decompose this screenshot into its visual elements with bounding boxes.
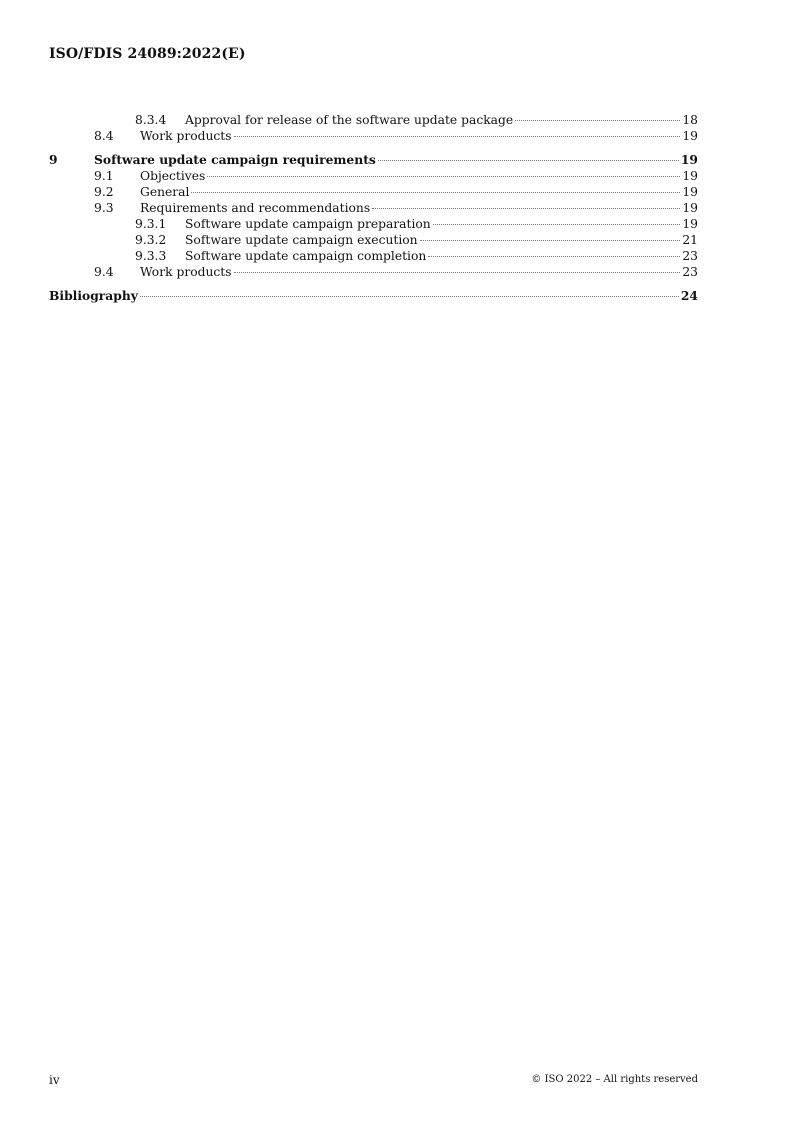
toc-dot-leader <box>378 160 679 161</box>
toc-dot-leader <box>420 240 681 241</box>
toc-entry-number: 9.4 <box>94 265 114 279</box>
toc-entry-9-4[interactable] <box>49 264 698 280</box>
toc-dot-leader <box>428 256 680 257</box>
toc-entry-page: 19 <box>682 217 698 231</box>
toc-entry-9-3-2[interactable] <box>49 232 698 248</box>
toc-entry-title: Approval for release of the software update package <box>185 113 514 127</box>
toc-entry-page: 19 <box>682 169 698 183</box>
toc-entry-title: Software update campaign preparation <box>185 217 431 231</box>
document-id: ISO/FDIS 24089:2022(E) <box>49 46 246 62</box>
toc-entry-number: 9.3.3 <box>135 249 167 263</box>
toc-entry-number: 9 <box>49 152 58 167</box>
toc-dot-leader <box>515 120 680 121</box>
toc-entry-page: 19 <box>682 129 698 143</box>
toc-entry-9[interactable] <box>49 152 698 168</box>
toc-entry-title: Bibliography <box>49 288 138 303</box>
toc-entry-bibliography[interactable] <box>49 288 698 304</box>
toc-entry-page: 23 <box>682 265 698 279</box>
copyright-notice: © ISO 2022 – All rights reserved <box>531 1074 698 1085</box>
page-number: iv <box>49 1073 60 1087</box>
toc-entry-page: 19 <box>682 185 698 199</box>
toc-entry-8-4[interactable] <box>49 128 698 144</box>
toc-entry-page: 21 <box>682 233 698 247</box>
toc-entry-9-3[interactable] <box>49 200 698 216</box>
toc-entry-title: Software update campaign execution <box>185 233 418 247</box>
toc-dot-leader <box>191 192 680 193</box>
toc-dot-leader <box>234 272 681 273</box>
toc-entry-page: 19 <box>682 201 698 215</box>
toc-entry-title: Objectives <box>140 169 206 183</box>
toc-entry-number: 9.2 <box>94 185 114 199</box>
toc-entry-number: 9.3.1 <box>135 217 167 231</box>
toc-entry-page: 19 <box>680 152 698 167</box>
toc-entry-title: Software update campaign completion <box>185 249 427 263</box>
toc-entry-number: 8.3.4 <box>135 113 167 127</box>
toc-entry-title: General <box>140 185 190 199</box>
toc-entry-page: 23 <box>682 249 698 263</box>
toc-entry-page: 24 <box>680 288 698 303</box>
toc-entry-9-2[interactable] <box>49 184 698 200</box>
table-of-contents <box>49 112 698 304</box>
toc-dot-leader <box>140 296 679 297</box>
toc-entry-number: 9.1 <box>94 169 114 183</box>
toc-entry-title: Software update campaign requirements <box>94 152 376 167</box>
toc-entry-9-1[interactable] <box>49 168 698 184</box>
toc-entry-number: 9.3.2 <box>135 233 167 247</box>
toc-entry-page: 18 <box>682 113 698 127</box>
toc-entry-number: 8.4 <box>94 129 114 143</box>
toc-entry-9-3-3[interactable] <box>49 248 698 264</box>
toc-entry-number: 9.3 <box>94 201 114 215</box>
toc-entry-title: Requirements and recommendations <box>140 201 371 215</box>
toc-entry-title: Work products <box>140 265 232 279</box>
toc-dot-leader <box>433 224 681 225</box>
toc-dot-leader <box>372 208 680 209</box>
toc-dot-leader <box>207 176 680 177</box>
toc-entry-title: Work products <box>140 129 232 143</box>
toc-entry-9-3-1[interactable] <box>49 216 698 232</box>
toc-dot-leader <box>234 136 681 137</box>
toc-entry-8-3-4[interactable] <box>49 112 698 128</box>
